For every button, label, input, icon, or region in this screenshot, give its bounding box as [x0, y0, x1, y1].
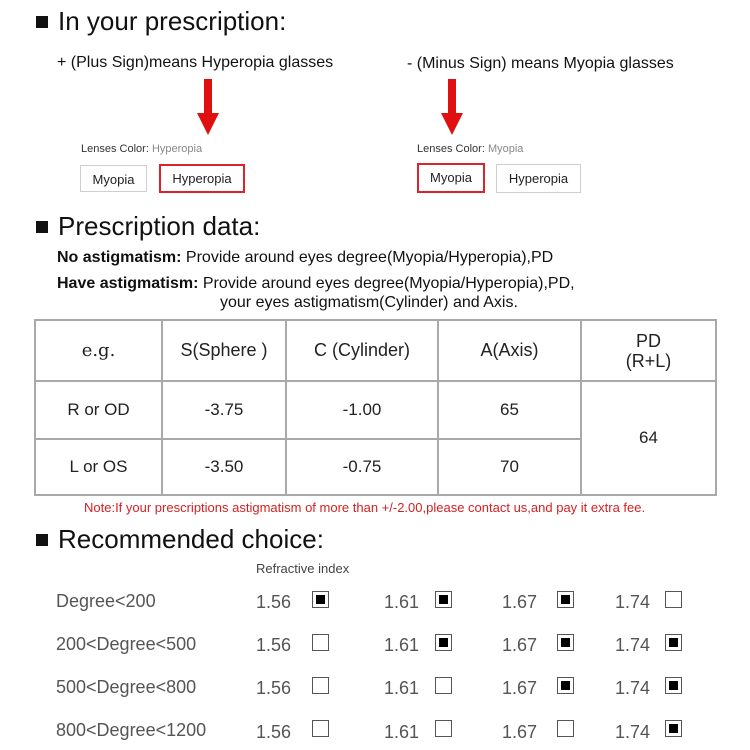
checkbox-empty-icon — [312, 677, 329, 694]
myopia-option-button[interactable]: Myopia — [80, 165, 147, 192]
lenses-color-value: Myopia — [487, 143, 524, 155]
index-value: 1.67 — [502, 592, 538, 612]
checkbox-checked-icon — [557, 677, 574, 694]
section-title: Prescription data: — [58, 211, 261, 241]
checkbox-checked-icon — [557, 591, 574, 608]
index-value: 1.74 — [615, 592, 651, 612]
have-astigmatism-line-2: your eyes astigmatism(Cylinder) and Axis. — [220, 294, 518, 311]
checkbox-checked-icon — [665, 634, 682, 651]
prescription-example-table — [34, 319, 717, 496]
lenses-color-label: Lenses Color: Myopia — [417, 143, 524, 155]
sphere-header: S(Sphere ) — [162, 320, 286, 381]
square-bullet-icon — [36, 16, 48, 28]
index-value: 1.56 — [256, 592, 292, 612]
axis-value: 70 — [438, 439, 581, 495]
cylinder-value: -0.75 — [286, 439, 438, 495]
checkbox-checked-icon — [665, 677, 682, 694]
have-astigmatism-line: Have astigmatism: Provide around eyes degree(Myopia/Hyperopia),PD, — [57, 275, 575, 292]
right-eye-label: R or OD — [35, 381, 162, 439]
cylinder-header: C (Cylinder) — [286, 320, 438, 381]
axis-header: A(Axis) — [438, 320, 581, 381]
index-value: 1.74 — [615, 635, 651, 655]
section-title: Recommended choice: — [58, 524, 324, 554]
myopia-option-button-selected[interactable]: Myopia — [417, 163, 485, 193]
axis-value: 65 — [438, 381, 581, 439]
index-value: 1.56 — [256, 678, 292, 698]
checkbox-empty-icon — [557, 720, 574, 737]
degree-range-label: 200<Degree<500 — [56, 634, 197, 654]
table-row — [35, 381, 716, 439]
checkbox-empty-icon — [665, 591, 682, 608]
index-value: 1.67 — [502, 635, 538, 655]
checkbox-empty-icon — [435, 720, 452, 737]
section-title: In your prescription: — [58, 6, 287, 36]
index-value: 1.56 — [256, 635, 292, 655]
pd-header: PD (R+L) — [581, 320, 716, 381]
checkbox-empty-icon — [312, 720, 329, 737]
checkbox-checked-icon — [312, 591, 329, 608]
lenses-color-label: Lenses Color: Hyperopia — [81, 143, 203, 155]
index-value: 1.67 — [502, 722, 538, 742]
index-value: 1.61 — [384, 635, 420, 655]
section-recommended-heading — [36, 524, 324, 555]
plus-sign-note: + (Plus Sign)means Hyperopia glasses — [57, 54, 334, 71]
section-prescription-heading — [36, 6, 286, 37]
sphere-value: -3.75 — [162, 381, 286, 439]
refractive-index-label: Refractive index — [256, 561, 350, 576]
minus-sign-note: - (Minus Sign) means Myopia glasses — [407, 55, 674, 72]
degree-range-label: Degree<200 — [56, 591, 156, 611]
sphere-value: -3.50 — [162, 439, 286, 495]
section-prescription-data-heading — [36, 211, 260, 242]
no-astigmatism-line: No astigmatism: Provide around eyes degree(Myopia/Hyperopia),PD — [57, 249, 554, 266]
index-value: 1.61 — [384, 592, 420, 612]
index-value: 1.67 — [502, 678, 538, 698]
checkbox-empty-icon — [312, 634, 329, 651]
checkbox-empty-icon — [435, 677, 452, 694]
square-bullet-icon — [36, 534, 48, 546]
checkbox-checked-icon — [557, 634, 574, 651]
square-bullet-icon — [36, 221, 48, 233]
left-eye-label: L or OS — [35, 439, 162, 495]
checkbox-checked-icon — [435, 591, 452, 608]
index-value: 1.56 — [256, 722, 292, 742]
cylinder-value: -1.00 — [286, 381, 438, 439]
index-value: 1.74 — [615, 678, 651, 698]
checkbox-checked-icon — [665, 720, 682, 737]
index-value: 1.61 — [384, 722, 420, 742]
index-value: 1.61 — [384, 678, 420, 698]
hyperopia-option-button-selected[interactable]: Hyperopia — [159, 164, 245, 193]
pd-value: 64 — [581, 381, 716, 495]
hyperopia-option-button[interactable]: Hyperopia — [496, 164, 581, 193]
index-value: 1.74 — [615, 722, 651, 742]
table-header-row — [35, 320, 716, 381]
degree-range-label: 500<Degree<800 — [56, 677, 197, 697]
degree-range-label: 800<Degree<1200 — [56, 720, 207, 740]
eg-label: e.g. — [35, 320, 162, 381]
lenses-color-value: Hyperopia — [151, 143, 203, 155]
astigmatism-fee-note: Note:If your prescriptions astigmatism of more than +/-2.00,please contact us,and pay it extra fee. — [84, 500, 646, 515]
checkbox-checked-icon — [435, 634, 452, 651]
